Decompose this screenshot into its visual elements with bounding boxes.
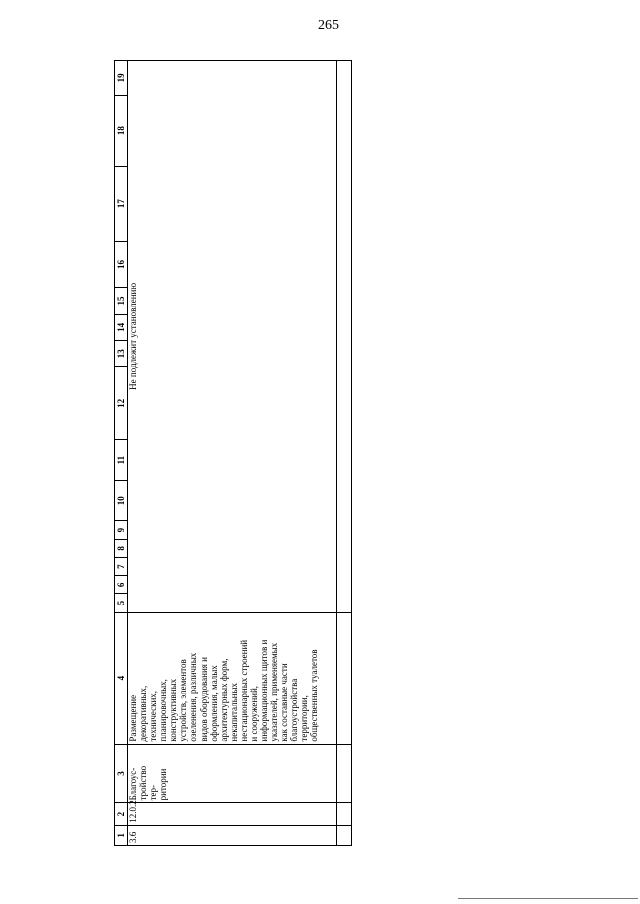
row-category-cell bbox=[128, 744, 337, 803]
category-line: тройство bbox=[138, 765, 149, 801]
blank-cell bbox=[337, 61, 352, 613]
description-line: информационных щитов и bbox=[259, 639, 270, 742]
blank-cell bbox=[337, 744, 352, 803]
description-line: оформления, малых bbox=[208, 665, 219, 742]
column-header-2: 2 bbox=[115, 803, 128, 825]
column-header-3: 3 bbox=[115, 744, 128, 803]
description-line: озеленения, различных bbox=[188, 652, 199, 742]
blank-row bbox=[337, 61, 352, 846]
description-line: декоративных, bbox=[138, 685, 149, 742]
description-line: архитектурных форм, bbox=[218, 658, 229, 742]
column-header-5: 5 bbox=[115, 594, 128, 612]
column-header-15: 15 bbox=[115, 288, 128, 314]
blank-cell bbox=[337, 825, 352, 845]
category-line: ритории bbox=[158, 768, 169, 801]
row-number-cell: 3.6 bbox=[128, 825, 337, 845]
column-header-11: 11 bbox=[115, 440, 128, 481]
column-header-19: 19 bbox=[115, 61, 128, 96]
description-line: конструктивных bbox=[168, 678, 179, 742]
description-line: устройств, элементов bbox=[178, 659, 189, 742]
column-header-13: 13 bbox=[115, 341, 128, 367]
blank-cell bbox=[337, 803, 352, 825]
category-line: тер- bbox=[148, 784, 159, 801]
column-header-1: 1 bbox=[115, 825, 128, 845]
column-header-12: 12 bbox=[115, 367, 128, 440]
description-line: технических, bbox=[148, 690, 159, 742]
column-header-4: 4 bbox=[115, 612, 128, 744]
description-line: территории, bbox=[299, 695, 310, 742]
description-line: видов оборудования и bbox=[198, 657, 209, 742]
row-code-cell: 12.0.2 bbox=[128, 803, 337, 825]
column-header-18: 18 bbox=[115, 95, 128, 166]
description-line: Размещение bbox=[128, 694, 138, 742]
column-header-8: 8 bbox=[115, 539, 128, 557]
description-line: нестационарных строений bbox=[238, 639, 249, 742]
blank-cell bbox=[337, 612, 352, 744]
column-header-16: 16 bbox=[115, 241, 128, 288]
column-header-7: 7 bbox=[115, 558, 128, 576]
description-line: указателей, применяемых bbox=[269, 642, 280, 742]
description-line: планировочных, bbox=[158, 679, 169, 742]
rotated-table-container bbox=[114, 60, 352, 846]
column-header-10: 10 bbox=[115, 480, 128, 521]
zoning-table bbox=[114, 60, 352, 846]
column-header-9: 9 bbox=[115, 521, 128, 539]
row-description-cell bbox=[128, 612, 337, 744]
column-header-17: 17 bbox=[115, 166, 128, 241]
description-line: благоустройства bbox=[289, 678, 300, 742]
description-line: общественных туалетов bbox=[309, 649, 320, 742]
table-row bbox=[128, 61, 337, 846]
header-row bbox=[115, 61, 128, 846]
bottom-rule bbox=[458, 898, 638, 899]
merged-parameters-cell: Не подлежит установлению bbox=[128, 61, 337, 613]
description-line: и сооружений, bbox=[248, 685, 259, 742]
column-header-6: 6 bbox=[115, 576, 128, 594]
page-number: 265 bbox=[318, 18, 339, 33]
category-line: Благоус- bbox=[128, 767, 138, 801]
description-line: некапитальных bbox=[228, 682, 239, 742]
description-line: как составные части bbox=[279, 663, 290, 742]
column-header-14: 14 bbox=[115, 314, 128, 340]
